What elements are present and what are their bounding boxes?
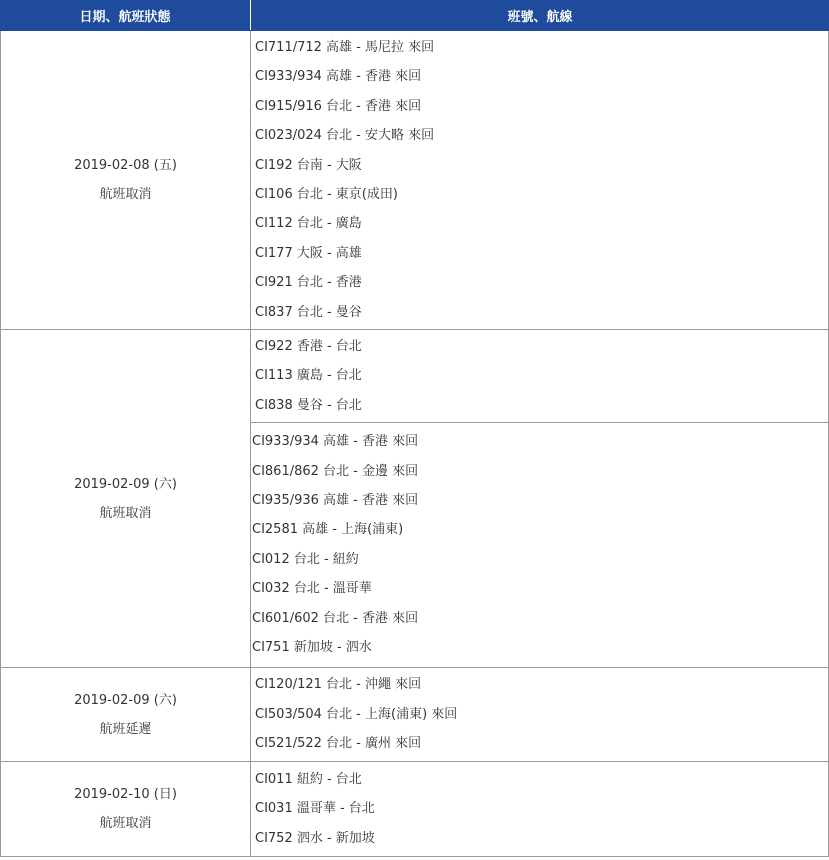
flight-item: CI921 台北 - 香港	[255, 275, 362, 291]
flight-item: CI112 台北 - 廣島	[255, 216, 362, 232]
flight-list	[251, 330, 828, 422]
flight-list	[251, 762, 828, 856]
flight-item: CI933/934 高雄 - 香港 來回	[252, 434, 419, 450]
flight-item: CI915/916 台北 - 香港 來回	[255, 98, 422, 114]
flights-cell	[251, 762, 828, 856]
table-row	[0, 31, 829, 330]
flight-item: CI933/934 高雄 - 香港 來回	[255, 69, 422, 85]
date-status-cell	[1, 668, 251, 761]
flight-item: CI503/504 台北 - 上海(浦東) 來回	[255, 706, 458, 722]
date-status-cell	[1, 330, 251, 667]
flight-status: 航班取消	[99, 505, 152, 521]
flight-item: CI837 台北 - 曼谷	[255, 304, 362, 320]
flight-item: CI601/602 台北 - 香港 來回	[252, 610, 419, 626]
flight-item: CI711/712 高雄 - 馬尼拉 來回	[255, 40, 435, 56]
header-date-status: 日期、航班狀態	[0, 0, 251, 30]
flight-item: CI838 曼谷 - 台北	[255, 397, 362, 413]
table-row	[0, 330, 829, 668]
flight-item: CI521/522 台北 - 廣州 來回	[255, 736, 422, 752]
flight-item: CI120/121 台北 - 沖繩 來回	[255, 677, 422, 693]
table-header	[0, 0, 829, 31]
flight-item: CI031 溫哥華 - 台北	[255, 801, 375, 817]
table-row	[0, 668, 829, 762]
flight-date: 2019-02-09 (六)	[74, 692, 177, 708]
date-status-cell	[1, 762, 251, 856]
flight-item: CI752 泗水 - 新加坡	[255, 830, 375, 846]
flights-cell	[251, 31, 828, 329]
flight-item: CI935/936 高雄 - 香港 來回	[252, 493, 419, 509]
flight-list	[251, 668, 828, 761]
flight-item: CI751 新加坡 - 泗水	[252, 639, 372, 655]
flight-item: CI861/862 台北 - 金邊 來回	[252, 463, 419, 479]
table-row	[0, 762, 829, 857]
flight-item: CI012 台北 - 紐約	[252, 551, 359, 567]
flight-list	[251, 422, 828, 667]
flight-date: 2019-02-08 (五)	[74, 158, 177, 173]
flights-cell	[251, 668, 828, 761]
flight-item: CI023/024 台北 - 安大略 來回	[255, 128, 435, 144]
flight-item: CI2581 高雄 - 上海(浦東)	[252, 522, 404, 538]
flight-item: CI192 台南 - 大阪	[255, 157, 362, 173]
flight-list	[251, 31, 828, 329]
flight-item: CI177 大阪 - 高雄	[255, 245, 362, 261]
flight-date: 2019-02-09 (六)	[74, 476, 177, 492]
table-body	[0, 31, 829, 857]
flights-cell	[251, 330, 828, 667]
flight-item: CI011 紐約 - 台北	[255, 771, 362, 787]
header-flight-route: 班號、航線	[507, 9, 573, 25]
flight-status: 航班取消	[99, 187, 152, 202]
flight-status: 航班延遲	[99, 721, 152, 737]
flight-item: CI113 廣島 - 台北	[255, 368, 362, 384]
flight-item: CI106 台北 - 東京(成田)	[255, 187, 398, 202]
flight-date: 2019-02-10 (日)	[74, 787, 177, 802]
date-status-cell	[1, 31, 251, 329]
flight-item: CI922 香港 - 台北	[255, 338, 362, 354]
flight-status: 航班取消	[99, 816, 152, 831]
flight-item: CI032 台北 - 溫哥華	[252, 581, 372, 597]
